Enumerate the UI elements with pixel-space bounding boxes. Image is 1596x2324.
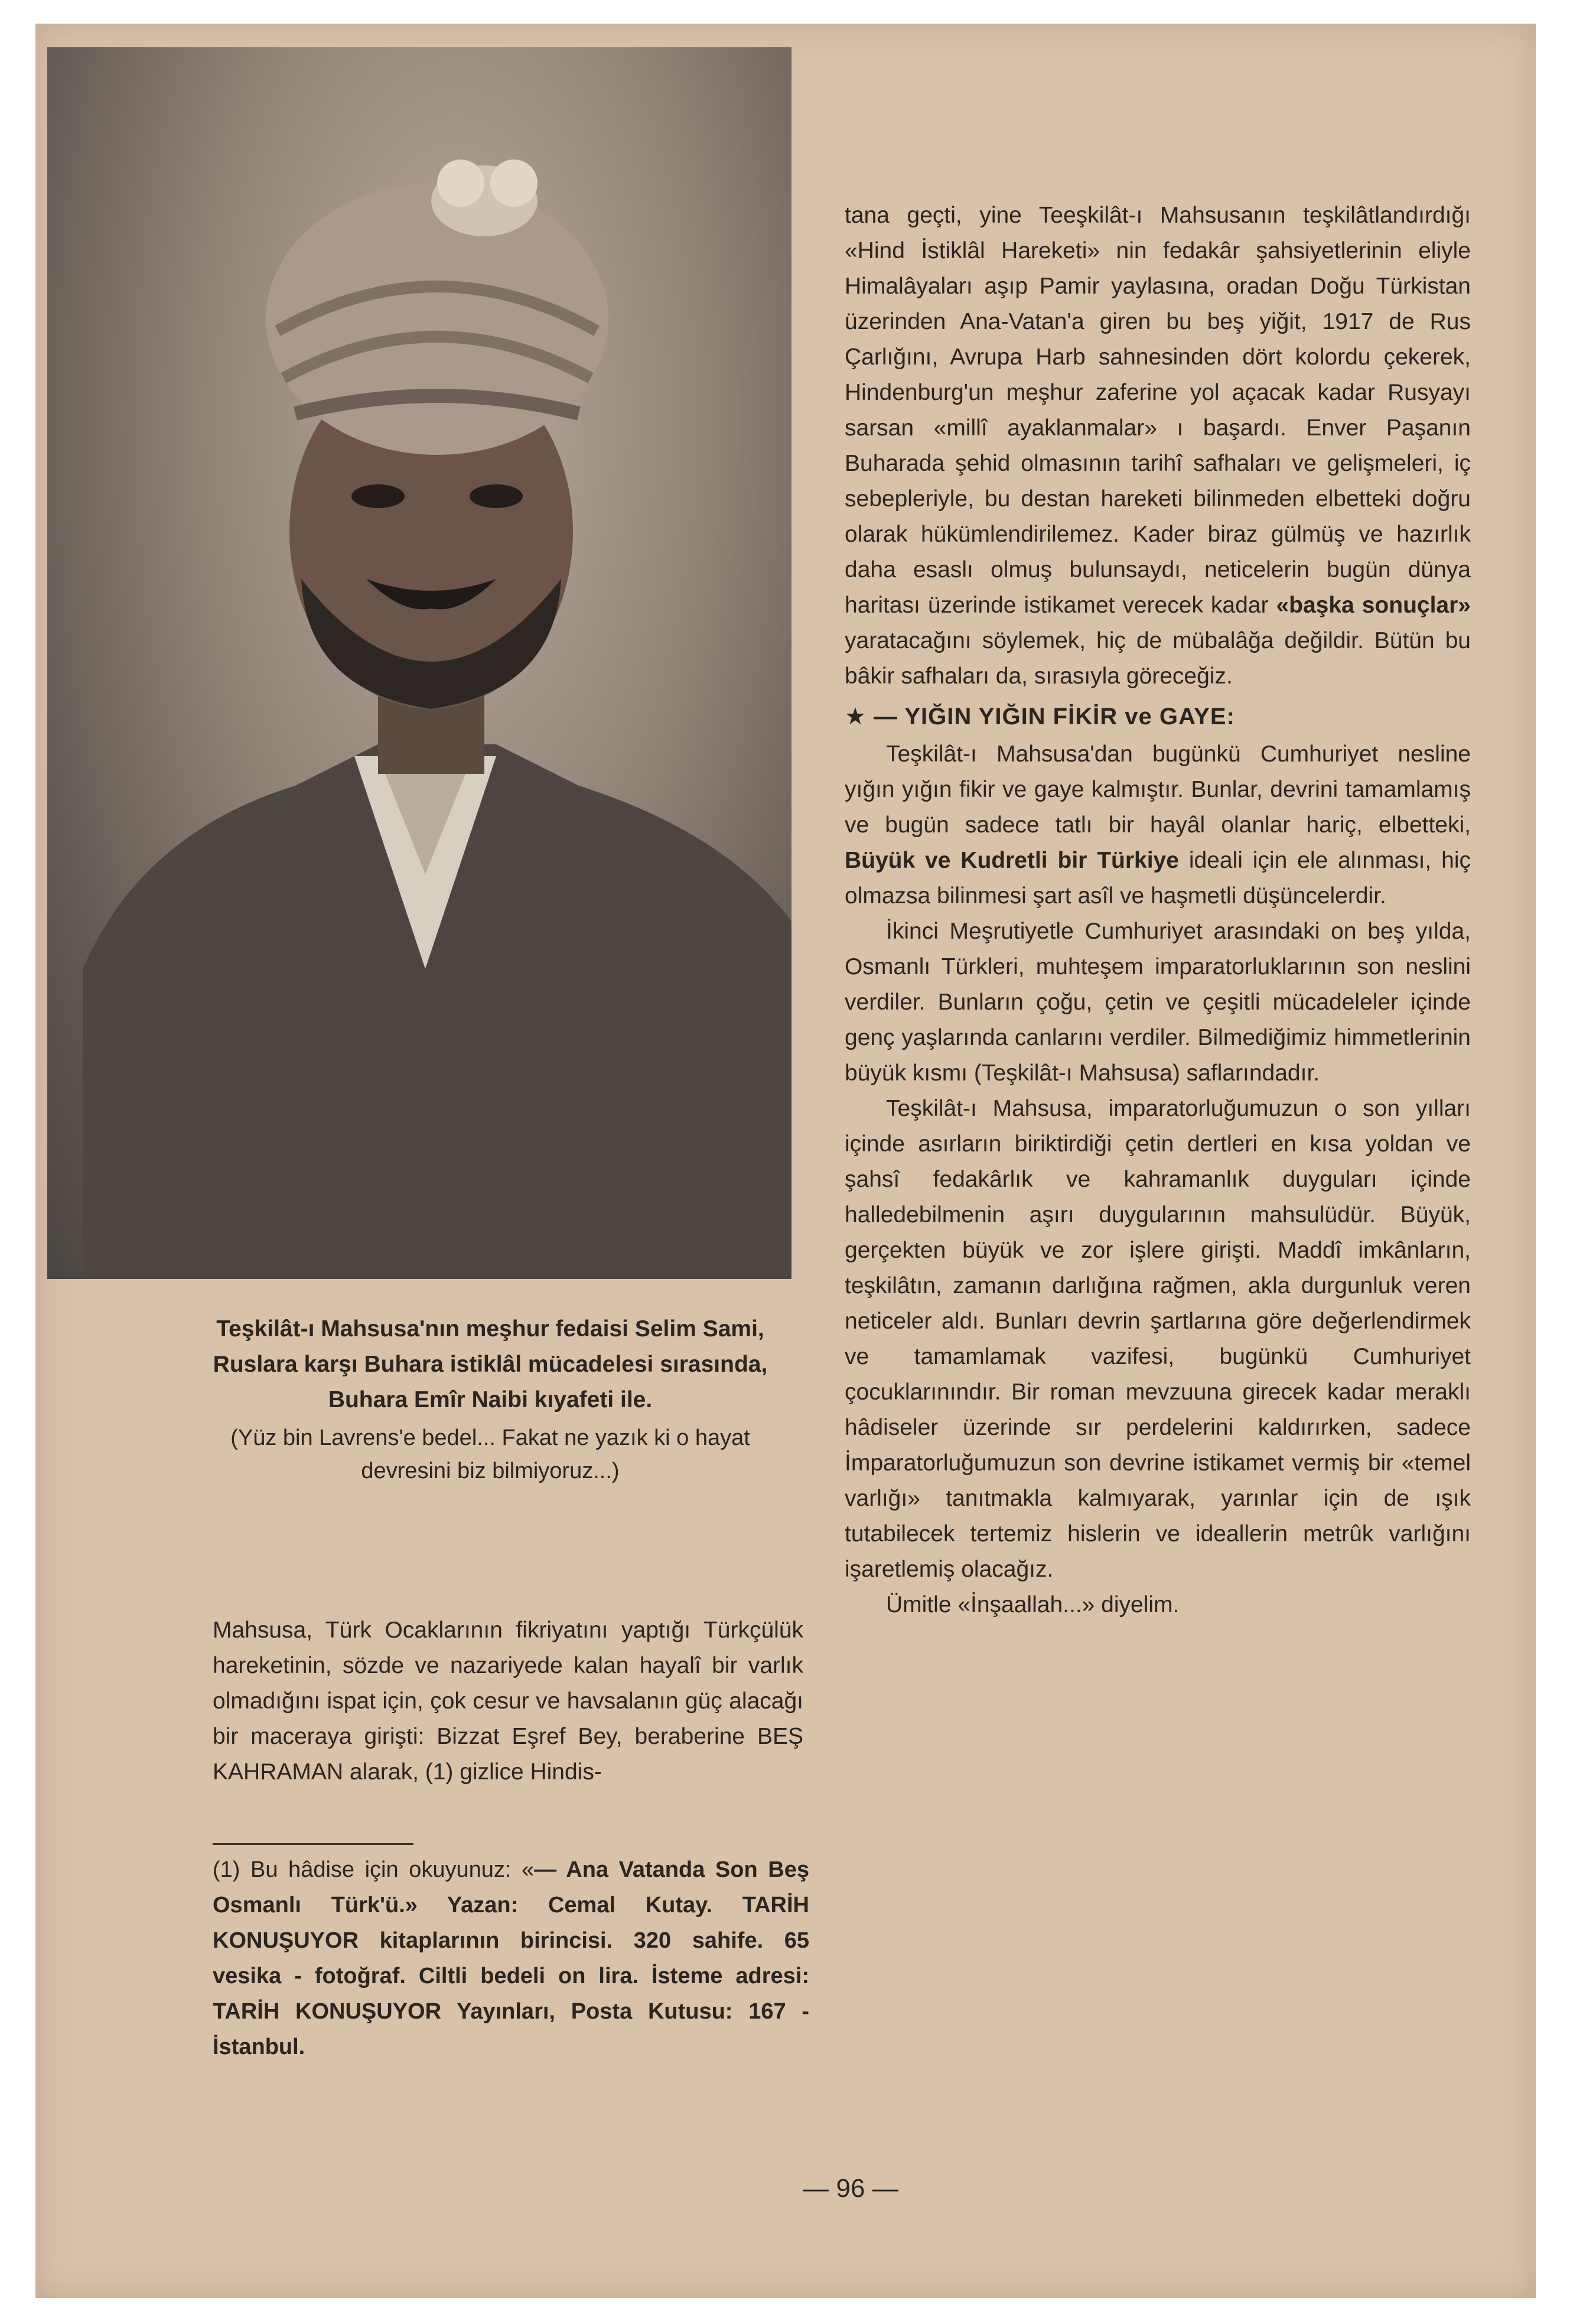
footnote-prefix: (1) Bu hâdise için okuyunuz: « (213, 1857, 535, 1882)
caption-note: (Yüz bin Lavrens'e bedel... Fakat ne yazık ki o hayat devresini biz bilmiyoruz...) (230, 1425, 750, 1483)
paragraph-1-bold: «başka sonuçlar» (1276, 593, 1471, 618)
left-column-text: Mahsusa, Türk Ocaklarının fikriyatını yaptığı Türkçülük hareketinin, sözde ve nazariyede kalan hayalî bir varlık olmadığını ispat için, çok cesur ve havsalanın güç alacağı bir maceraya girişti: Bizzat Eşref Bey, beraberine BEŞ KAHRAMAN alarak, (1) gizlice Hindis- (213, 1617, 803, 1785)
paragraph-1-end: yaratacağını söylemek, hiç de mübalâğa değildir. Bütün bu bâkir safhaları da, sırasıyla göreceğiz. (845, 628, 1471, 689)
page-number: — 96 — (803, 2174, 898, 2203)
paragraph-4: Teşkilât-ı Mahsusa, imparatorluğumuzun o son yılları içinde asırların biriktirdiği çetin dertleri en kısa yoldan ve şahsî fedakârlık ve kahramanlık duyguları içinde halledebilmenin aşırı duygularının mahsulüdür. Büyük, gerçekten büyük ve zor işlere girişti. Maddî imkânların, teşkilâtın, zamanın darlığına rağmen, akla durgunluk veren neticeler aldı. Bunları devrin şartlarına göre değerlendirmek ve tamamlamak vazifesi, bugünkü Cumhuriyet çocuklarınındır. Bir roman mevzuuna girecek kadar meraklı hâdiseler üzerinde sır perdelerini kaldırırken, sadece İmparatorluğumuzun son devrine istikamet vermiş bir «temel varlığı» tanıtmakla kalmıyarak, yarınlar için de ışık tutabilecek tertemiz hislerin ve ideallerin metrûk varlığını işaretlemiş olacağız. (845, 1096, 1471, 1582)
newspaper-clipping (35, 24, 1536, 2298)
right-column (845, 198, 1471, 1623)
paragraph-2-bold: Büyük ve Kudretli bir Türkiye (845, 848, 1179, 873)
caption-bold: Teşkilât-ı Mahsusa'nın meşhur fedaisi Selim Sami, Ruslara karşı Buhara istiklâl mücadelesi sırasında, Buhara Emîr Naibi kıyafeti ile. (213, 1316, 768, 1412)
footnote-bold: — Ana Vatanda Son Beş Osmanlı Türk'ü.» Yazan: Cemal Kutay. TARİH KONUŞUYOR kitaplarının birincisi. 320 sahife. 65 vesika - fotoğraf. Ciltli bedeli on lira. İsteme adresi: TARİH KONUŞUYOR Yayınları, Posta Kutusu: 167 - İstanbul. (213, 1857, 809, 2059)
footnote-divider (213, 1843, 413, 1845)
photo-caption (183, 1311, 797, 1488)
paragraph-2 (845, 737, 1471, 914)
footnote (213, 1852, 809, 2065)
paragraph-3: İkinci Meşrutiyetle Cumhuriyet arasındaki on beş yılda, Osmanlı Türkleri, muhteşem imparatorluklarının son neslini verdiler. Bunların çoğu, çetin ve çeşitli mücadeleler içinde genç yaşlarında canlarını verdiler. Bilmediğimiz himmetlerinin büyük kısmı (Teşkilât-ı Mahsusa) saflarındadır. (845, 919, 1471, 1086)
paragraph-5: Ümitle «İnşaallah...» diyelim. (886, 1592, 1180, 1617)
portrait-illustration (47, 47, 792, 1279)
paragraph-1 (845, 198, 1471, 694)
portrait-photo (47, 47, 792, 1279)
paragraph-2-text: Teşkilât-ı Mahsusa'dan bugünkü Cumhuriyet nesline yığın yığın fikir ve gaye kalmıştır. Bunlar, devrini tamamlamış ve bugün sadece tatlı bir hayâl olanlar hariç, elbetteki, (845, 741, 1471, 838)
paragraph-2-end: ideali için ele alınması, hiç olmazsa bilinmesi şart asîl ve haşmetli düşüncelerdir. (845, 848, 1471, 909)
section-heading: ★ — YIĞIN YIĞIN FİKİR ve GAYE: (845, 704, 1235, 730)
paragraph-1-text: tana geçti, yine Teeşkilât-ı Mahsusanın teşkilâtlandırdığı «Hind İstiklâl Hareketi» nin fedakâr şahsiyetlerinin eliyle Himalâyaları aşıp Pamir yaylasına, oradan Doğu Türkistan üzerinden Ana-Vatan'a giren bu beş yiğit, 1917 de Rus Çarlığını, Avrupa Harb sahnesinden dört kolordu çekerek, Hindenburg'un meşhur zaferine yol açacak kadar Rusyayı sarsan «millî ayaklanmalar» ı başardı. Enver Paşanın Buharada şehid olmasının tarihî safhaları ve gelişmeleri, iç sebepleriyle, bu destan hareketi bilinmeden elbetteki doğru olarak hükümlendirilemez. Kader biraz gülmüş ve hazırlık daha esaslı olmuş bulunsaydı, neticelerin bugün dünya haritası üzerinde istikamet verecek kadar (845, 203, 1471, 618)
